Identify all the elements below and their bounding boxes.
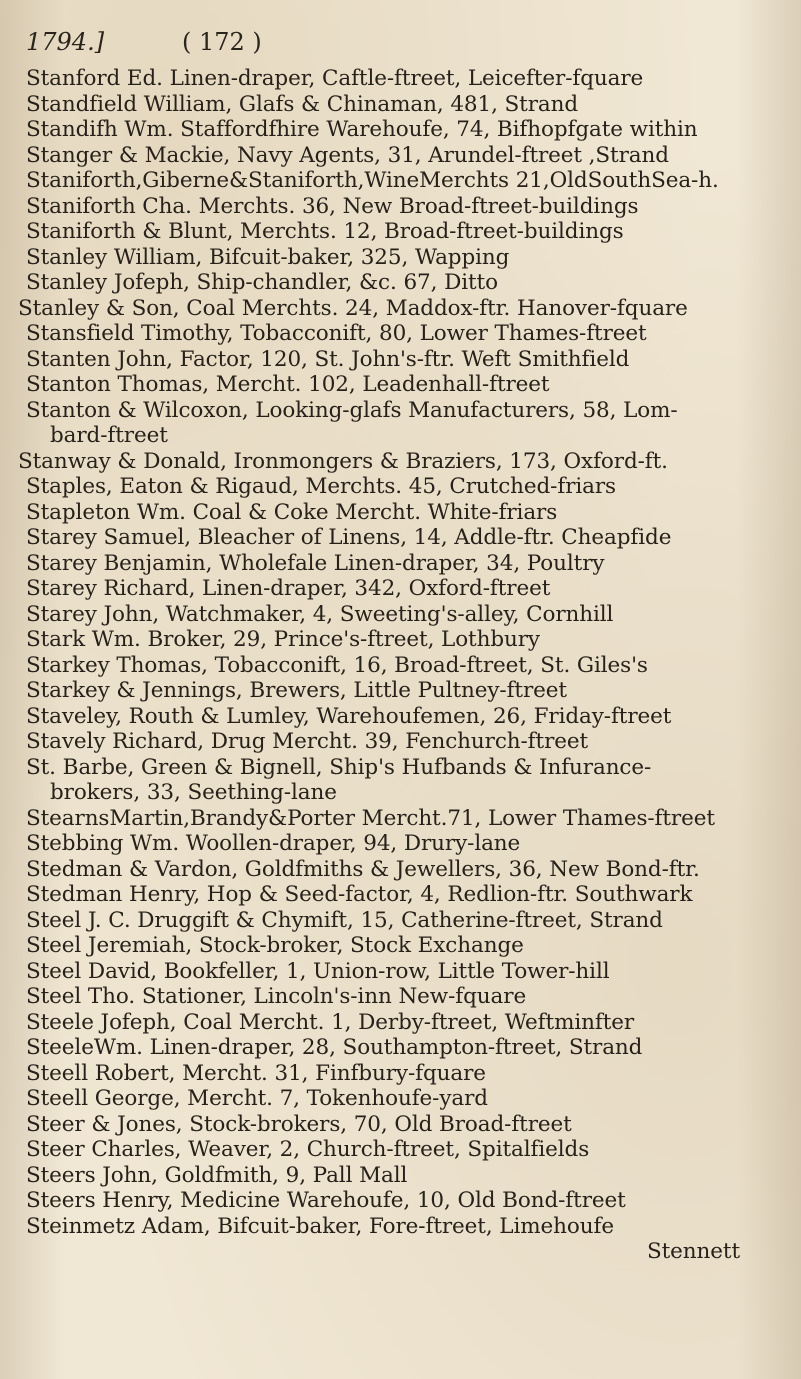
directory-entry: Stanway & Donald, Ironmongers & Braziers, 173, Oxford-ft.: [18, 448, 668, 474]
page-header: [12, 20, 792, 64]
directory-entry: Stanley & Son, Coal Merchts. 24, Maddox-ftr. Hanover-fquare: [18, 295, 688, 321]
page-number: ( 172 ): [182, 28, 262, 56]
directory-entry: Stanley William, Bifcuit-baker, 325, Wapping: [26, 244, 510, 270]
directory-entry: Steinmetz Adam, Bifcuit-baker, Fore-ftreet, Limehoufe: [26, 1213, 614, 1239]
catchword: Stennett: [647, 1239, 740, 1264]
directory-entries: [14, 66, 796, 1265]
directory-entry: Stark Wm. Broker, 29, Prince's-ftreet, Lothbury: [26, 627, 540, 652]
directory-entry: Stanton Thomas, Mercht. 102, Leadenhall-ftreet: [26, 372, 550, 397]
directory-entry: Staniforth Cha. Merchts. 36, New Broad-ftreet-buildings: [26, 193, 639, 219]
directory-entry: StearnsMartin,Brandy&Porter Mercht.71, Lower Thames-ftreet: [26, 805, 715, 831]
directory-entry: Steell Robert, Mercht. 31, Finfbury-fquare: [26, 1060, 486, 1086]
directory-entry: Stanton & Wilcoxon, Looking-glafs Manufacturers, 58, Lom-: [26, 397, 678, 423]
directory-entry: Steers John, Goldfmith, 9, Pall Mall: [26, 1162, 408, 1188]
directory-entry: Stanten John, Factor, 120, St. John's-ftr. Weft Smithfield: [26, 346, 630, 372]
directory-entry: Steers Henry, Medicine Warehoufe, 10, Old Bond-ftreet: [26, 1188, 626, 1213]
directory-entry: Staniforth,Giberne&Staniforth,WineMerchts 21,OldSouthSea-h.: [26, 168, 719, 193]
directory-entry: Starey Samuel, Bleacher of Linens, 14, Addle-ftr. Cheapfide: [26, 525, 672, 550]
directory-entry: Steel David, Bookfeller, 1, Union-row, Little Tower-hill: [26, 958, 610, 984]
directory-entry: bard-ftreet: [50, 423, 168, 448]
directory-entry: Stedman & Vardon, Goldfmiths & Jewellers, 36, New Bond-ftr.: [26, 856, 700, 882]
page-year: 1794.]: [26, 28, 105, 56]
directory-entry: Staniforth & Blunt, Merchts. 12, Broad-ftreet-buildings: [26, 219, 624, 244]
directory-entry: Starkey & Jennings, Brewers, Little Pultney-ftreet: [26, 678, 567, 703]
directory-entry: Standfield William, Glafs & Chinaman, 481, Strand: [26, 91, 579, 117]
directory-entry: St. Barbe, Green & Bignell, Ship's Hufbands & Infurance-: [26, 754, 652, 780]
directory-entry: Stapleton Wm. Coal & Coke Mercht. White-friars: [26, 499, 558, 525]
directory-entry: Staples, Eaton & Rigaud, Merchts. 45, Crutched-friars: [26, 474, 616, 499]
directory-entry: brokers, 33, Seething-lane: [50, 780, 337, 805]
directory-entry: Starkey Thomas, Tobacconift, 16, Broad-ftreet, St. Giles's: [26, 652, 648, 678]
directory-entry: Steel Tho. Stationer, Lincoln's-inn New-fquare: [26, 984, 527, 1009]
directory-entry: Stanley Jofeph, Ship-chandler, &c. 67, Ditto: [26, 270, 498, 295]
directory-entry: Steer & Jones, Stock-brokers, 70, Old Broad-ftreet: [26, 1111, 572, 1137]
directory-entry: Stedman Henry, Hop & Seed-factor, 4, Redlion-ftr. Southwark: [26, 882, 693, 907]
directory-entry: Standifh Wm. Staffordfhire Warehoufe, 74, Bifhopfgate within: [26, 117, 698, 142]
directory-entry: Stanford Ed. Linen-draper, Caftle-ftreet, Leicefter-fquare: [26, 66, 644, 91]
directory-entry: SteeleWm. Linen-draper, 28, Southampton-ftreet, Strand: [26, 1035, 643, 1060]
directory-entry: Stavely Richard, Drug Mercht. 39, Fenchurch-ftreet: [26, 729, 589, 754]
directory-entry: Steer Charles, Weaver, 2, Church-ftreet, Spitalfields: [26, 1137, 590, 1162]
directory-entry: Starey John, Watchmaker, 4, Sweeting's-alley, Cornhill: [26, 601, 614, 627]
directory-entry: Steel J. C. Druggift & Chymift, 15, Catherine-ftreet, Strand: [26, 907, 663, 933]
directory-entry: Starey Benjamin, Wholefale Linen-draper, 34, Poultry: [26, 550, 605, 576]
directory-entry: Stebbing Wm. Woollen-draper, 94, Drury-lane: [26, 831, 521, 856]
directory-entry: Starey Richard, Linen-draper, 342, Oxford-ftreet: [26, 576, 551, 601]
directory-entry: Steel Jeremiah, Stock-broker, Stock Exchange: [26, 933, 524, 958]
directory-entry: Stansfield Timothy, Tobacconift, 80, Lower Thames-ftreet: [26, 321, 647, 346]
directory-entry: Steele Jofeph, Coal Mercht. 1, Derby-ftreet, Weftminfter: [26, 1009, 635, 1035]
directory-entry: Steell George, Mercht. 7, Tokenhoufe-yard: [26, 1086, 488, 1111]
directory-entry: Stanger & Mackie, Navy Agents, 31, Arundel-ftreet ,Strand: [26, 142, 669, 168]
directory-entry: Staveley, Routh & Lumley, Warehoufemen, 26, Friday-ftreet: [26, 703, 672, 729]
